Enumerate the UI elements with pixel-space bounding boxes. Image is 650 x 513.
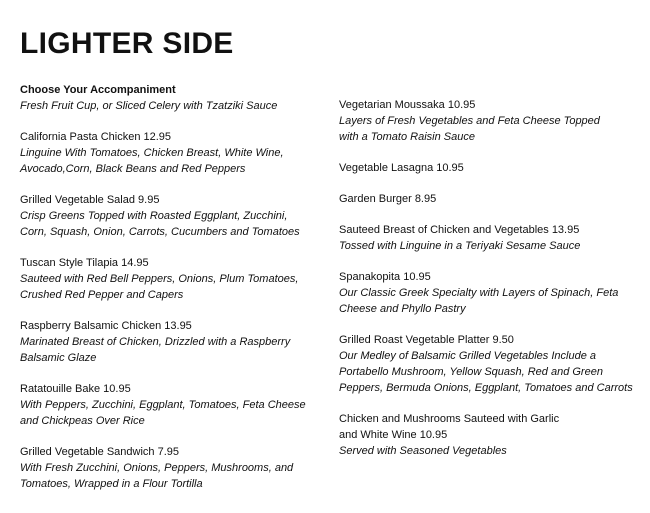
menu-section-title: LIGHTER SIDE bbox=[20, 27, 234, 60]
item-description: Our Classic Greek Specialty with Layers of Spinach, Feta Cheese and Phyllo Pastry bbox=[339, 287, 619, 315]
item-description: Layers of Fresh Vegetables and Feta Cheese Topped with a Tomato Raisin Sauce bbox=[339, 115, 600, 143]
menu-item bbox=[339, 269, 644, 317]
menu-item bbox=[20, 255, 330, 303]
menu-item bbox=[339, 411, 644, 459]
item-description: With Peppers, Zucchini, Eggplant, Tomatoes, Feta Cheese and Chickpeas Over Rice bbox=[20, 399, 306, 427]
item-name: Grilled Vegetable Salad 9.95 bbox=[20, 194, 160, 206]
menu-item bbox=[339, 191, 644, 207]
accompaniment-note bbox=[20, 82, 330, 114]
left-column bbox=[20, 82, 330, 507]
menu-item bbox=[20, 444, 330, 492]
item-name: Vegetable Lasagna 10.95 bbox=[339, 162, 464, 174]
menu-item bbox=[20, 318, 330, 366]
item-description: Our Medley of Balsamic Grilled Vegetables Include a Portabello Mushroom, Yellow Squash, Red and Green Peppers, Bermuda Onions, Eggplant, Tomatoes and Carrots bbox=[339, 350, 633, 394]
item-description: Marinated Breast of Chicken, Drizzled with a Raspberry Balsamic Glaze bbox=[20, 336, 291, 364]
item-description: Fresh Fruit Cup, or Sliced Celery with Tzatziki Sauce bbox=[20, 100, 278, 112]
item-description: Served with Seasoned Vegetables bbox=[339, 445, 507, 457]
item-name: Tuscan Style Tilapia 14.95 bbox=[20, 257, 149, 269]
item-name: Raspberry Balsamic Chicken 13.95 bbox=[20, 320, 192, 332]
menu-item bbox=[339, 97, 644, 145]
item-description: Linguine With Tomatoes, Chicken Breast, White Wine, Avocado,Corn, Black Beans and Red Peppers bbox=[20, 147, 284, 175]
item-name: Grilled Roast Vegetable Platter 9.50 bbox=[339, 334, 514, 346]
menu-item bbox=[20, 192, 330, 240]
item-name: California Pasta Chicken 12.95 bbox=[20, 131, 172, 143]
menu-item bbox=[339, 160, 644, 176]
item-name: Chicken and Mushrooms Sauteed with Garlic and White Wine 10.95 bbox=[339, 413, 560, 441]
menu-item bbox=[20, 129, 330, 177]
item-description: Crisp Greens Topped with Roasted Eggplant, Zucchini, Corn, Squash, Onion, Carrots, Cucumbers and Tomatoes bbox=[20, 210, 300, 238]
menu-item bbox=[339, 332, 644, 396]
item-name: Ratatouille Bake 10.95 bbox=[20, 383, 131, 395]
item-name: Choose Your Accompaniment bbox=[20, 84, 176, 96]
right-column bbox=[339, 97, 644, 474]
item-description: Tossed with Linguine in a Teriyaki Sesame Sauce bbox=[339, 240, 581, 252]
item-description: With Fresh Zucchini, Onions, Peppers, Mushrooms, and Tomatoes, Wrapped in a Flour Tortilla bbox=[20, 462, 294, 490]
item-name: Grilled Vegetable Sandwich 7.95 bbox=[20, 446, 179, 458]
item-description: Sauteed with Red Bell Peppers, Onions, Plum Tomatoes, Crushed Red Pepper and Capers bbox=[20, 273, 299, 301]
menu-item bbox=[339, 222, 644, 254]
item-name: Vegetarian Moussaka 10.95 bbox=[339, 99, 476, 111]
menu-item bbox=[20, 381, 330, 429]
item-name: Sauteed Breast of Chicken and Vegetables 13.95 bbox=[339, 224, 580, 236]
item-name: Garden Burger 8.95 bbox=[339, 193, 437, 205]
item-name: Spanakopita 10.95 bbox=[339, 271, 431, 283]
